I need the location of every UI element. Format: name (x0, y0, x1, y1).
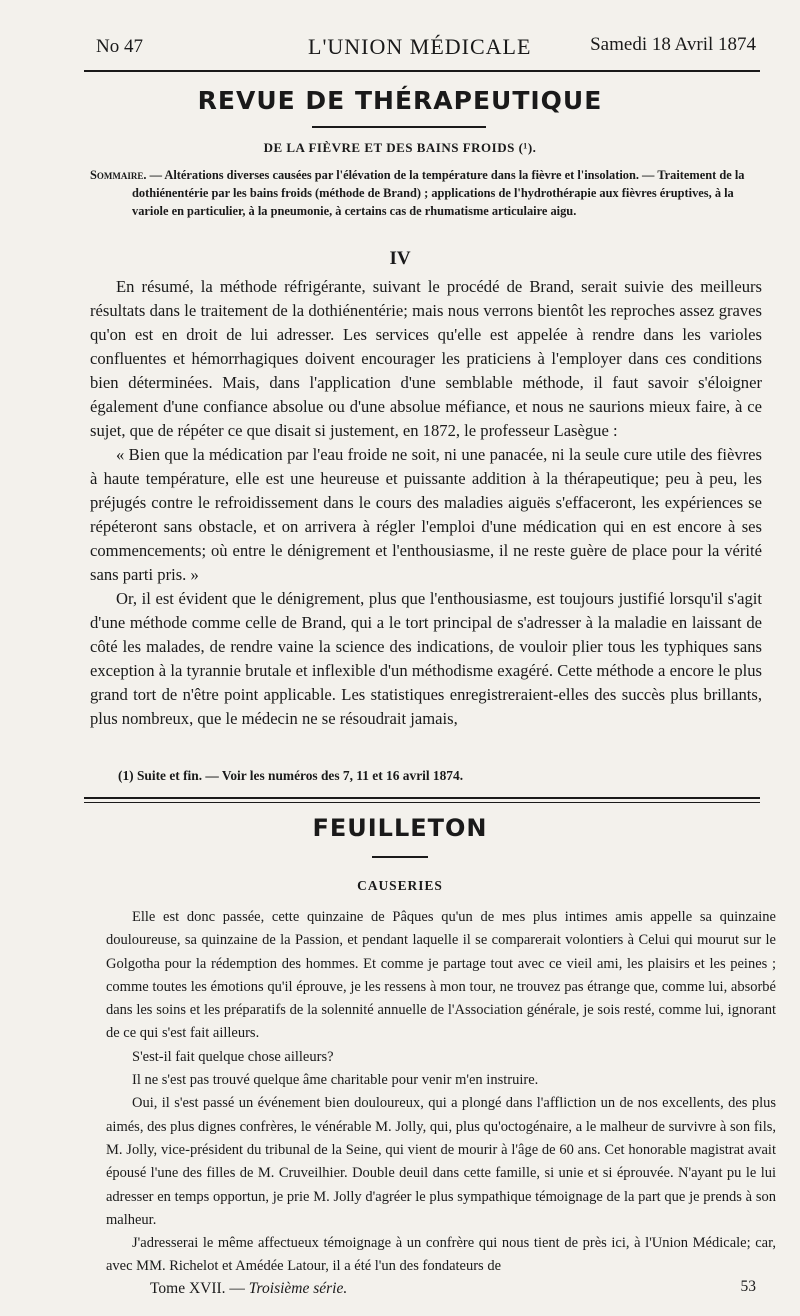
feuilleton-body (106, 906, 776, 1279)
volume-tome: Tome XVII. (150, 1280, 226, 1297)
article-paragraph: Or, il est évident que le dénigrement, plus que l'enthousiasme, est toujours justifié lorsqu'il s'agit d'une méthode comme celle de Brand, qui a le tort principal de s'adresser à la maladie en laissant de côté les malades, de rendre vaine la science des indications, de vouloir plier tous les typhiques sans exception à la tyrannie brutale et inflexible d'un méthodisme exagéré. Cette méthode a encore le plus grand tort de n'être point applicable. Les statistiques enregistreraient-elles des succès plus brillants, plus nombreux, que le médecin ne se résoudrait jamais, (90, 589, 762, 728)
feuilleton-title: FEUILLETON (312, 814, 488, 842)
feuilleton-paragraph: S'est-il fait quelque chose ailleurs? (132, 1048, 334, 1065)
feuilleton-paragraph: Oui, il s'est passé un événement bien douloureux, qui a plongé dans l'affliction un de nos excellents, des plus aimés, des plus dignes confrères, le vénérable M. Jolly, qui, plus qu'octogénaire, a le malheur de survivre à son fils, M. Jolly, vice-président du tribunal de la Seine, qui vient de mourir à l'âge de 60 ans. Cet honorable magistrat avait épousé l'une des filles de M. Cruveilhier. Double deuil dans cette famille, si unie et si éprouvée. N'ayant pu le lui adresser en temps opportun, je prie M. Jolly d'agréer le plus sympathique témoignage de la part que je prends à son malheur. (106, 1095, 776, 1228)
issue-date: Samedi 18 Avril 1874 (590, 34, 756, 55)
section-rule-top (84, 797, 760, 799)
feuilleton-subtitle: CAUSERIES (357, 878, 443, 893)
feuilleton-paragraph: Elle est donc passée, cette quinzaine de Pâques qu'un de mes plus intimes amis appelle sa quinzaine douloureuse, sa quinzaine de la Passion, et pendant laquelle il se comparerait volontiers à Celui qui mourut sur le Golgotha pour la rédemption des hommes. Et comme je partage tout avec ce vieil ami, les plaisirs et les peines ; comme toutes les émotions qu'il éprouve, je les ressens à mon tour, ne trouvez pas étrange que, comme lui, absorbé dans les soins et les préparatifs de la solennité annuelle de l'Association générale, je sois resté, comme lui, ignorant de ce qui s'est fait ailleurs. (106, 909, 776, 1042)
feuilleton-paragraph: J'adresserai le même affectueux témoignage à un confrère qui nous tient de près ici, à l'Union Médicale; car, avec MM. Richelot et Amédée Latour, il a été l'un des fondateurs de (106, 1235, 776, 1275)
issue-number: No 47 (96, 36, 143, 57)
sommaire (90, 166, 757, 220)
feuilleton-paragraph: Il ne s'est pas trouvé quelque âme charitable pour venir m'en instruire. (132, 1072, 539, 1089)
volume-series: Troisième série. (248, 1280, 348, 1297)
title-underline (312, 126, 486, 128)
running-header (96, 30, 756, 66)
revue-subtitle: DE LA FIÈVRE ET DES BAINS FROIDS (¹). (263, 140, 537, 155)
article-paragraph: En résumé, la méthode réfrigérante, suivant le procédé de Brand, serait suivie des meilleurs résultats dans le traitement de la dothiénentérie; mais nous verrons bientôt les reproches assez graves qu'on est en droit de lui adresser. Les services qu'elle est appelée à rendre dans les varioles confluentes et hémorrhagiques doivent encourager les praticiens à l'employer dans ces conditions bien déterminées. Mais, dans l'application d'une semblable méthode, il faut savoir s'éloigner également d'une confiance absolue ou d'une absolue méfiance, et nous ne saurions mieux faire, à ce sujet, que de répéter ce que disait si justement, en 1872, le professeur Lasègue : (90, 277, 762, 440)
sommaire-text: — Altérations diverses causées par l'élévation de la température dans la fièvre et l'insolation. — Traitement de la dothiénentérie par les bains froids (méthode de Brand) ; applications de l'hydrothérapie aux fièvres éruptives, à la variole en particulier, à la pneumonie, à certains cas de rhumatisme articulaire aigu. (132, 168, 745, 218)
page-number: 53 (740, 1278, 756, 1295)
volume-line (150, 1280, 347, 1298)
section-number: IV (389, 248, 411, 269)
article-body (90, 275, 762, 731)
revue-title: REVUE DE THÉRAPEUTIQUE (197, 86, 603, 115)
footnote: (1) Suite et fin. — Voir les numéros des 7, 11 et 16 avril 1874. (118, 768, 464, 783)
volume-dash: — (225, 1280, 249, 1297)
header-rule (84, 70, 760, 72)
feuilleton-underline (372, 856, 428, 858)
section-rule-bottom (84, 802, 760, 803)
article-quote: « Bien que la médication par l'eau froide ne soit, ni une panacée, ni la seule cure utile des fièvres à haute température, elle est une heureuse et puissante addition à la thérapeutique; peu à peu, les préjugés contre le refroidissement dans le cours des maladies aiguës s'effaceront, les expériences se répéteront sans obstacle, et on arrivera à régler l'emploi d'une médication qui en est encore à ses commencements; où entre le dénigrement et l'enthousiasme, il ne reste guère de place pour la vérité sans parti pris. » (90, 445, 762, 584)
journal-title: L'UNION MÉDICALE (308, 34, 532, 59)
page-footer (150, 1278, 756, 1304)
sommaire-label: Sommaire. (90, 168, 147, 182)
